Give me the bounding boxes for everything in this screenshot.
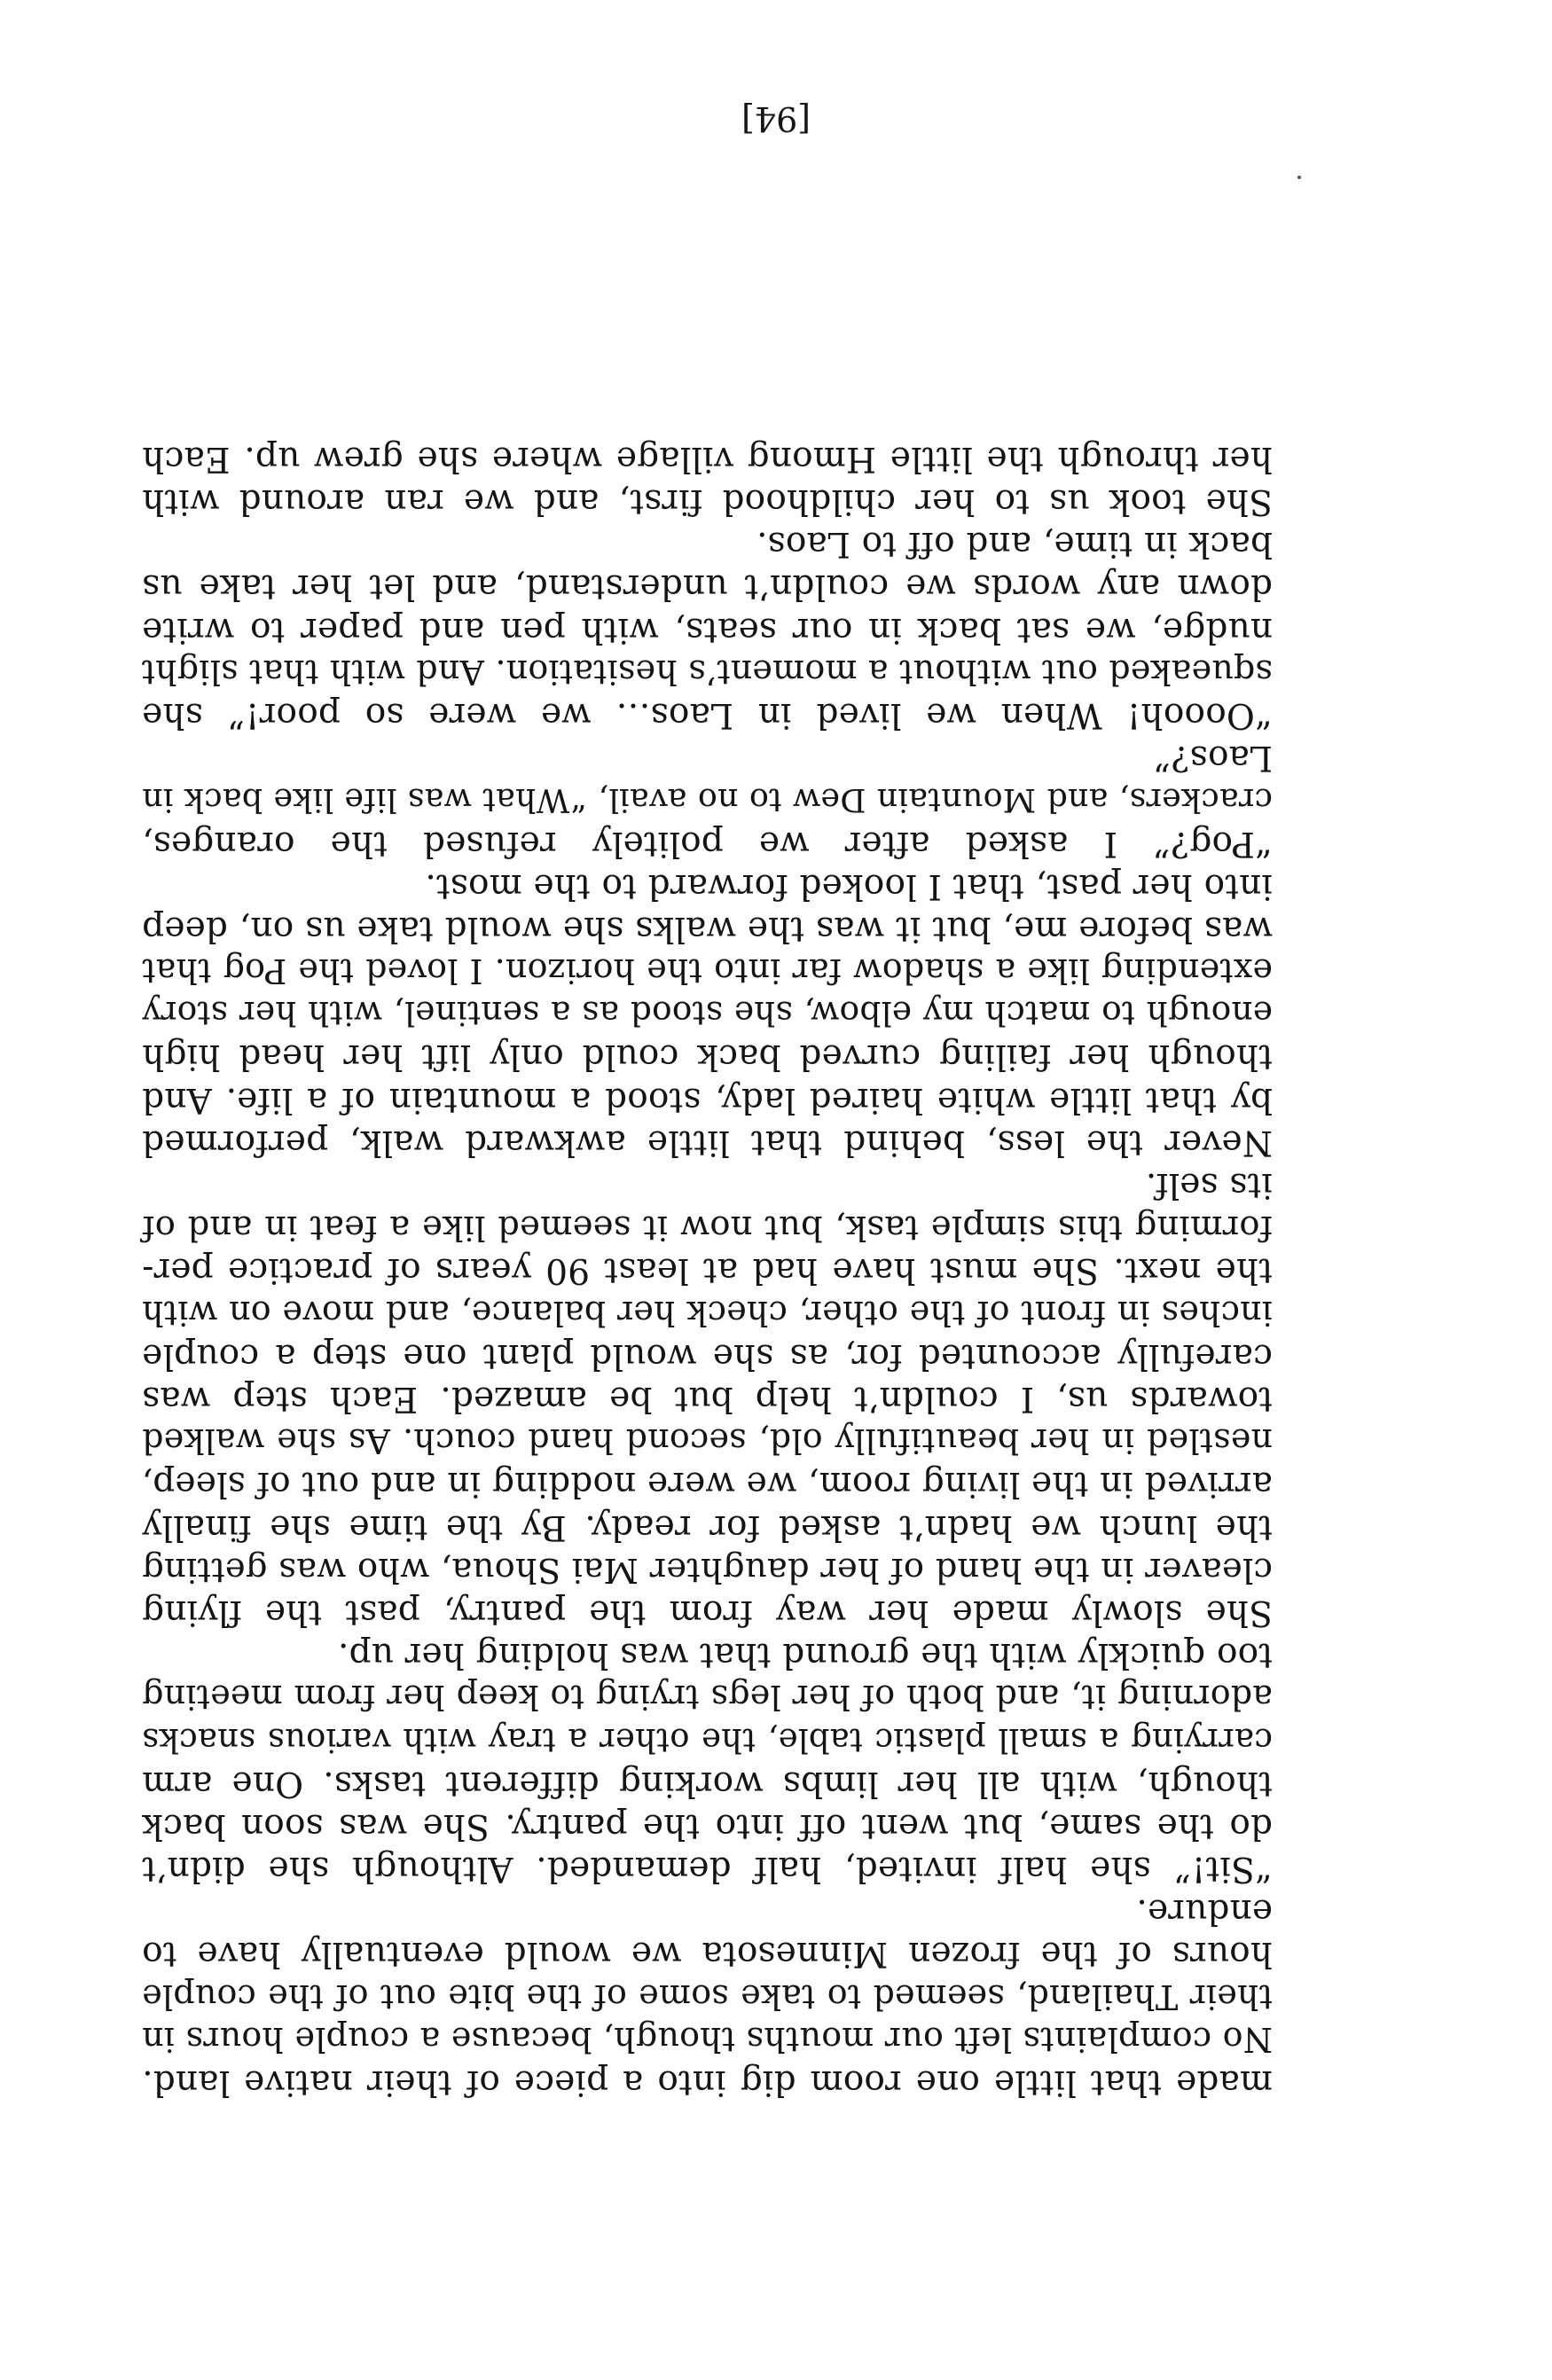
text-line: too quickly with the ground that was holding her up. [337, 1635, 1273, 1676]
body-text [142, 90, 1273, 2103]
text-line: “Sit!” she half invited, half demanded. Although she didn’t [142, 1849, 1273, 1890]
text-line: was before me, but it was the walks she would take us on, deep [142, 908, 1273, 949]
text-line: “Ooooh! When we lived in Laos… we were so poor!” she [142, 695, 1273, 735]
text-line: though, with all her limbs working different tasks. One arm [142, 1763, 1273, 1804]
text-line: Laos?” [1153, 738, 1273, 779]
text-line: though her failing curved back could only lift her head high [142, 1037, 1273, 1077]
scan-speck [1297, 176, 1301, 179]
text-line: back in time, and off to Laos. [756, 524, 1273, 565]
text-line: nestled in her beautifully old, second hand couch. As she walked [142, 1421, 1273, 1461]
text-line: arrived in the living room, we were nodding in and out of sleep, [141, 1464, 1273, 1505]
text-line: enough to match my elbow, she stood as a sentinel, with her story [142, 994, 1273, 1034]
text-line: hours of the frozen Minnesota we would eventually have to [142, 1934, 1273, 1975]
text-line: cleaver in the hand of her daughter Mai Shoua, who was getting [142, 1549, 1273, 1590]
text-line: squeaked out without a moment’s hesitation. And with that slight [141, 652, 1273, 692]
text-line: its self. [1145, 1165, 1273, 1206]
text-line: carefully accounted for, as she would plant one step a couple [142, 1335, 1273, 1376]
text-line: nudge, we sat back in our seats, with pen and paper to write [142, 609, 1273, 650]
text-line: crackers, and Mountain Dew to no avail, “What was life like back in [142, 781, 1273, 820]
text-line: No complaints left our mouths though, because a couple hours in [142, 2019, 1273, 2059]
text-line: do the same, but went off into the pantry. She was soon back [142, 1805, 1273, 1846]
text-line: “Pog?” I asked after we politely refused the oranges, [142, 823, 1273, 864]
text-line: inches in front of the other, check her balance, and move on with [142, 1293, 1273, 1333]
text-line: down any words we couldn’t understand, and let her take us [142, 567, 1273, 607]
text-line: She took us to her childhood first, and we ran around with [142, 481, 1273, 522]
text-line: the next. She must have had at least 90 years of practice per- [142, 1250, 1273, 1291]
text-line: adorning it, and both of her legs trying to keep her from meeting [142, 1678, 1273, 1718]
text-line: Never the less, behind that little awkward walk, performed [142, 1122, 1273, 1163]
text-line: her through the little Hmong village where she grew up. Each [142, 438, 1273, 479]
text-line: carrying a small plastic table, the other a tray with various snacks [142, 1721, 1273, 1760]
text-line: the lunch we hadn’t asked for ready. By the time she finally [142, 1507, 1273, 1547]
text-line: extending like a shadow far into the horizon. I loved the Pog that [142, 951, 1273, 991]
page-number: [94] [741, 99, 811, 138]
text-line: by that little white haired lady, stood a mountain of a life. And [142, 1079, 1273, 1120]
text-line: forming this simple task, but now it seemed like a feat in and of [142, 1208, 1273, 1249]
text-line: She slowly made her way from the pantry, past the flying [142, 1592, 1273, 1632]
text-line: into her past, that I looked forward to the most. [425, 865, 1273, 906]
text-line: endure. [1136, 1891, 1273, 1932]
text-line: made that little one room dig into a piece of their native land. [142, 2063, 1273, 2102]
text-line: their Thailand, seemed to take some of the bite out of the couple [142, 1977, 1273, 2016]
text-line: towards us, I couldn’t help but be amazed. Each step was [142, 1379, 1273, 1419]
